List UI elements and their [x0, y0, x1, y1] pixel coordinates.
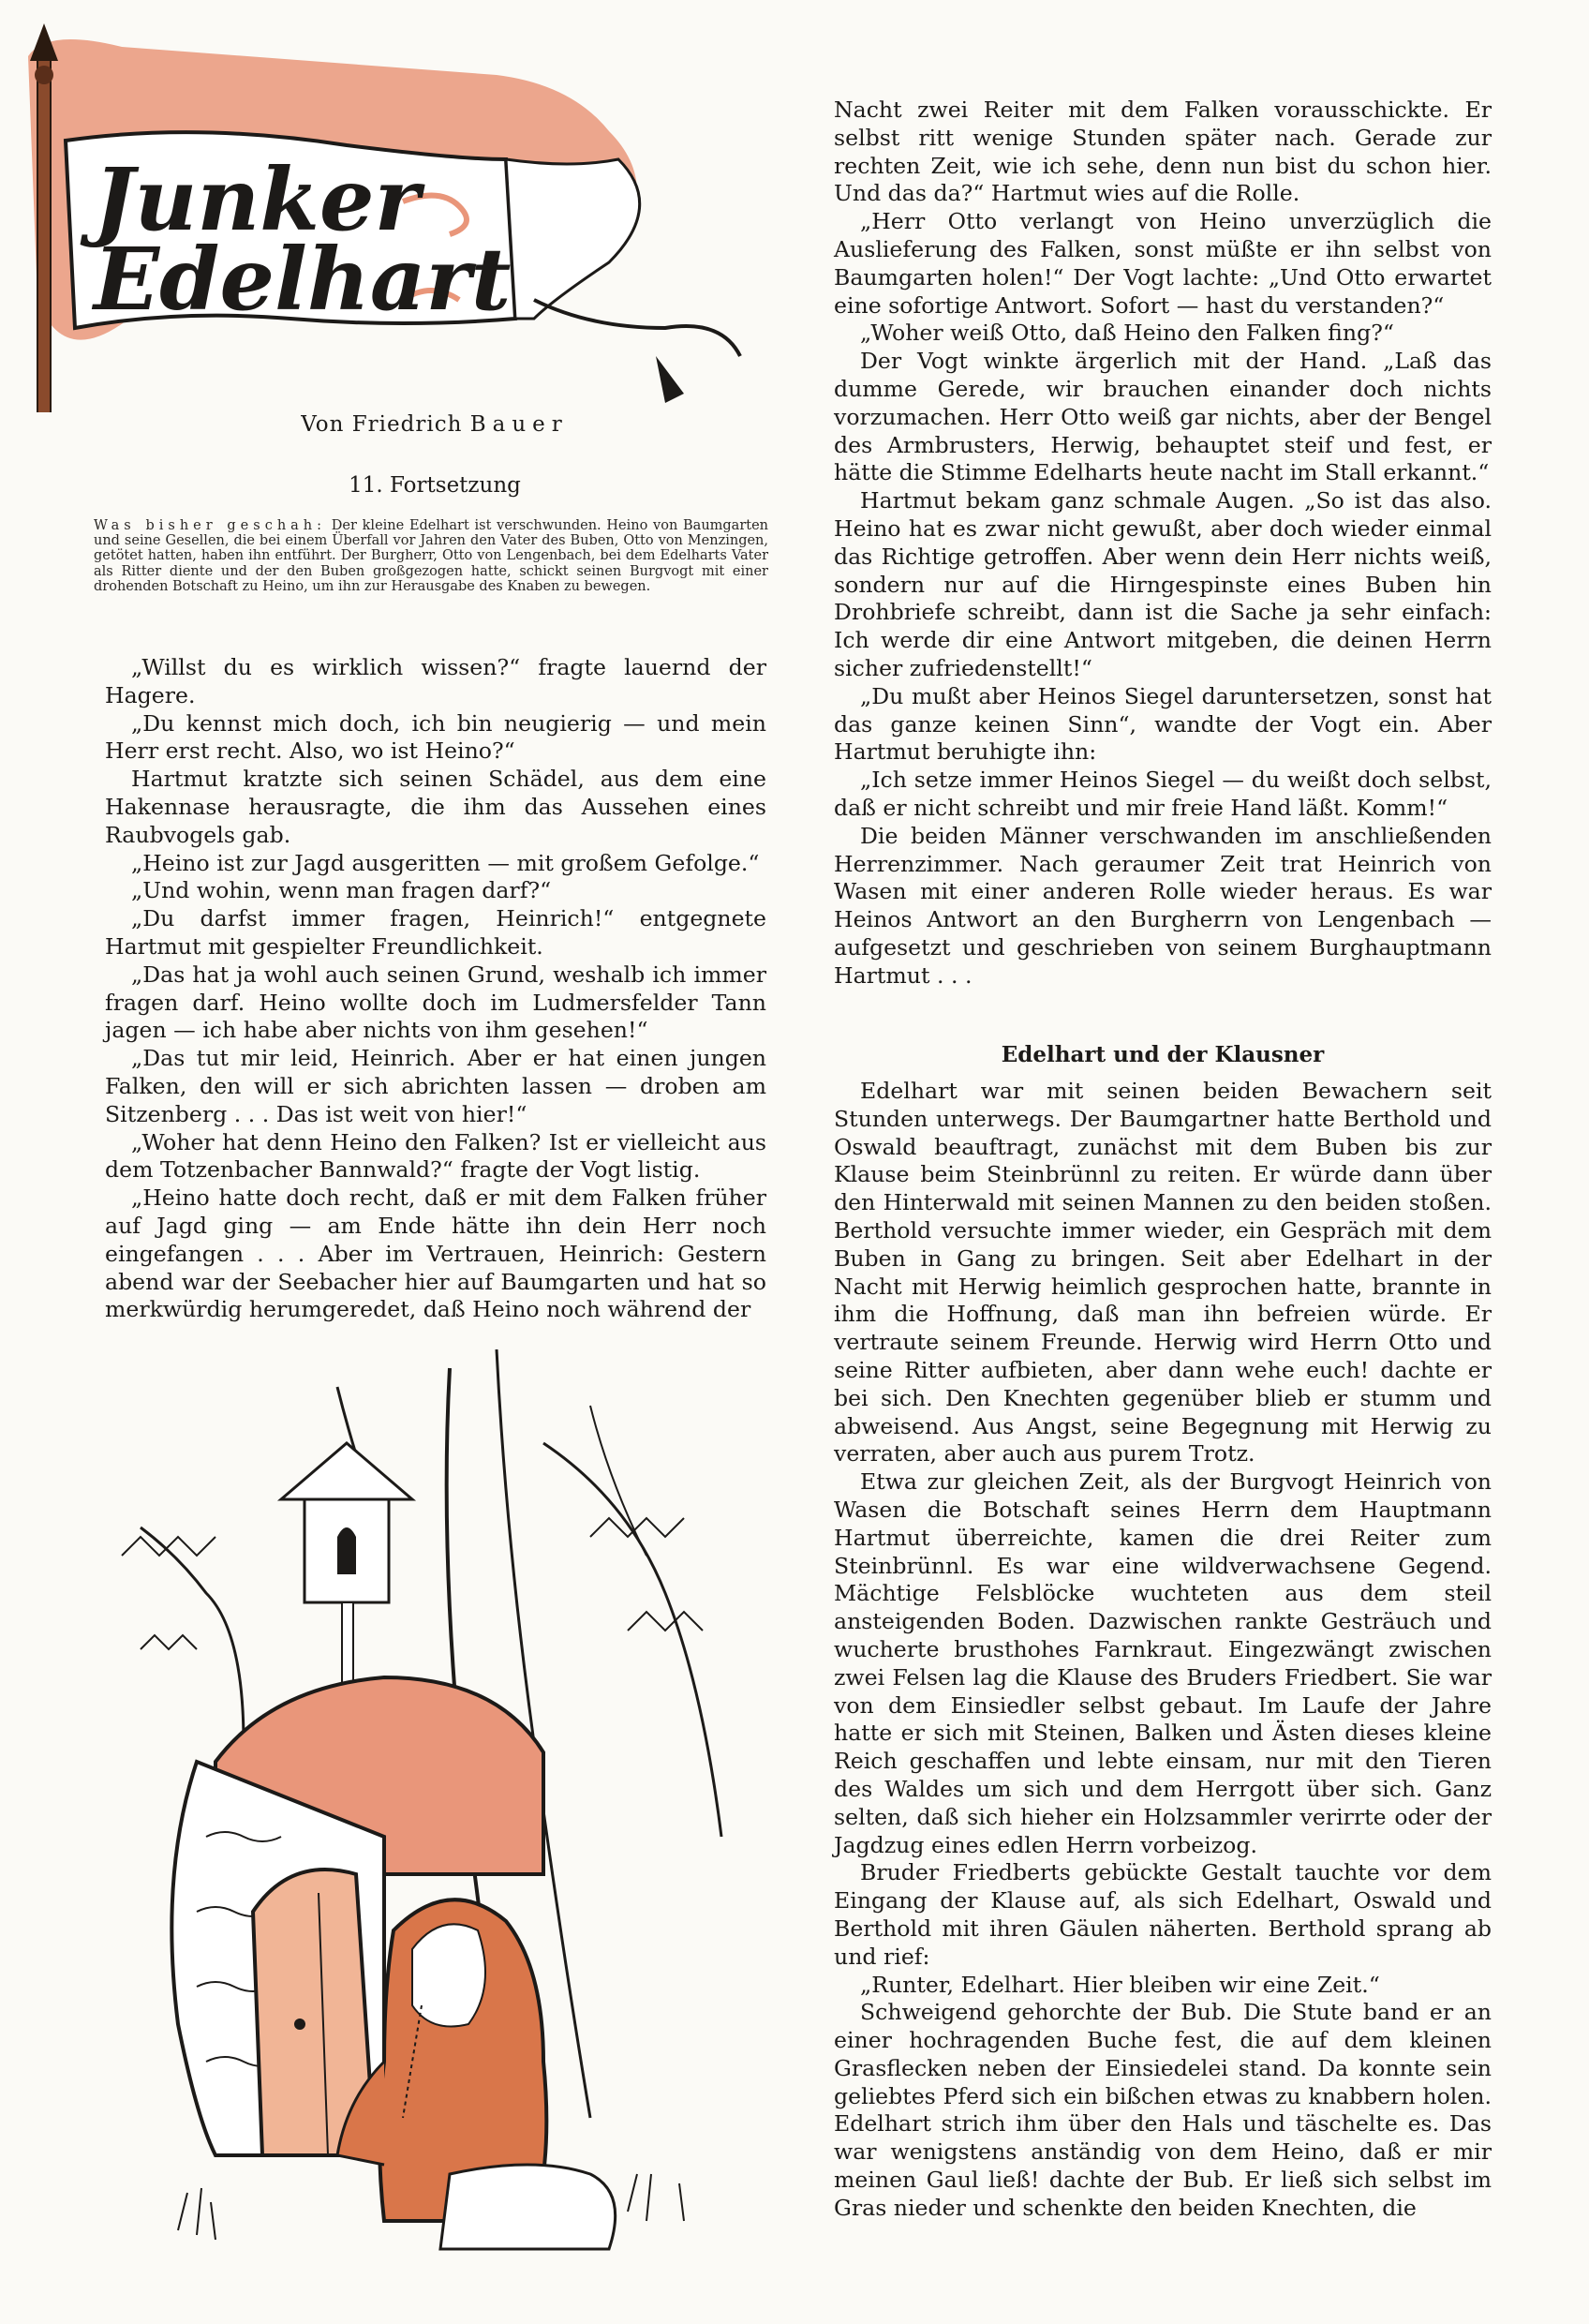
paragraph: Edelhart war mit seinen beiden Bewachern seit Stunden unterwegs. Der Baumgartner hatte Berthold und Oswald beauftragt, zunächst mit dem Buben bis zur Klause beim Steinbrünnl zu reiten. Er würde dann über den Hinterwald mit seinen Mannen zu den beiden stoßen. Berthold versuchte immer wieder, ein Gespräch mit dem Buben in Gang zu bringen. Seit aber Edelhart in der Nacht mit Herwig heimlich gesprochen hatte, brannte in ihm die Hoffnung, daß man ihn befreien würde. Er vertraute seinem Freunde. Herwig wird Herrn Otto und seine Ritter aufbieten, aber dann wehe euch! dachte er bei sich. Den Knechten gegenüber blieb er stumm und abweisend. Aus Angst, seine Begegnung mit Herwig zu verraten, aber auch aus purem Trotz.	[834, 1078, 1492, 1467]
section-heading: Edelhart und der Klausner	[1001, 1042, 1325, 1067]
right-column-text-2	[834, 1078, 1492, 2223]
paragraph: „Ich setze immer Heinos Siegel — du weißt doch selbst, daß er nicht schreibt und mir freie Hand läßt. Komm!“	[834, 767, 1492, 821]
title-line-1: Junker	[94, 149, 421, 250]
summary-text: Der kleine Edelhart ist verschwunden. Heino von Baumgarten und seine Gesellen, die bei einem Überfall vor Jahren den Vater des Buben, Otto von Menzingen, getötet hatten, haben ihn entführt. Der Burgherr, Otto von Lengenbach, bei dem Edelharts Vater als Ritter diente und der den Buben großgezogen hatte, schickt seinen Burgvogt mit einer drohenden Botschaft zu Heino, um ihn zur Herausgabe des Knaben zu bewegen.	[94, 518, 769, 594]
story-summary	[94, 518, 768, 594]
paragraph: Bruder Friedberts gebückte Gestalt tauchte vor dem Eingang der Klause auf, als sich Edelhart, Oswald und Berthold mit ihren Gäulen näherten. Berthold sprang ab und rief:	[834, 1859, 1492, 1970]
left-column-text	[105, 654, 766, 1324]
paragraph: Schweigend gehorchte der Bub. Die Stute band er an einer hochragenden Buche fest, die auf dem kleinen Grasflecken neben der Einsiedelei stand. Da konnte sein geliebtes Pferd sich ein bißchen etwas zu knabbern holen. Edelhart strich ihm über den Hals und täschelte es. Das war wenigstens anständig von dem Heino, daß er mir meinen Gaul ließ! dachte der Bub. Er ließ sich selbst im Gras nieder und schenkte den beiden Knechten, die	[834, 1999, 1492, 2221]
paragraph: Etwa zur gleichen Zeit, als der Burgvogt Heinrich von Wasen die Botschaft seines Herrn dem Hauptmann Hartmut überreichte, kamen die drei Reiter zum Steinbrünnl. Es war eine wildverwachsene Gegend. Mächtige Felsblöcke wuchteten aus dem steil ansteigenden Boden. Dazwischen rankte Gesträuch und wucherte brusthohes Farnkraut. Eingezwängt zwischen zwei Felsen lag die Klause des Bruders Friedbert. Sie war von dem Einsiedler selbst gebaut. Im Laufe der Jahre hatte er sich mit Steinen, Balken und Ästen dieses kleine Reich geschaffen und lebte einsam, nur mit den Tieren des Waldes um sich und dem Herrgott über sich. Ganz selten, daß sich hieher ein Holzsammler verirrte oder der Jagdzug eines edlen Herrn vorbeizog.	[834, 1468, 1492, 1858]
paragraph: Nacht zwei Reiter mit dem Falken vorausschickte. Er selbst ritt wenige Stunden später nach. Gerade zur rechten Zeit, wie ich sehe, denn nun bist du schon hier. Und das da?“ Hartmut wies auf die Rolle.	[834, 97, 1492, 207]
paragraph: „Woher weiß Otto, daß Heino den Falken fing?“	[860, 320, 1394, 347]
paragraph: Hartmut kratzte sich seinen Schädel, aus dem eine Hakennase herausragte, die ihm das Aussehen eines Raubvogels gab.	[105, 766, 766, 848]
title-banner	[9, 19, 778, 412]
paragraph: „Du kennst mich doch, ich bin neugierig — und mein Herr erst recht. Also, wo ist Heino?“	[105, 709, 766, 765]
byline-prefix: Von Friedrich	[301, 412, 463, 437]
paragraph: „Das tut mir leid, Heinrich. Aber er hat einen jungen Falken, den will er sich abrichten lassen — droben am Sitzenberg . . . Das ist weit von hier!“	[105, 1045, 766, 1127]
hermit-illustration	[103, 1349, 778, 2296]
paragraph: „Woher hat denn Heino den Falken? Ist er vielleicht aus dem Totzenbacher Bannwald?“ fragte der Vogt listig.	[105, 1128, 766, 1184]
paragraph: Der Vogt winkte ärgerlich mit der Hand. „Laß das dumme Gerede, wir brauchen einander doch nichts vorzumachen. Herr Otto weiß gar nichts, aber der Bengel des Armbrusters, Herwig, behauptet steif und fest, er hätte die Stimme Edelharts heute nacht im Stall erkannt.“	[834, 348, 1492, 486]
paragraph: „Willst du es wirklich wissen?“ fragte lauernd der Hagere.	[105, 654, 766, 708]
paragraph: Die beiden Männer verschwanden im anschließenden Herrenzimmer. Nach geraumer Zeit trat Heinrich von Wasen mit einer anderen Rolle wieder heraus. Es war Heinos Antwort an den Burgherrn von Lengenbach — aufgesetzt und geschrieben von seinem Burghauptmann Hartmut . . .	[834, 822, 1492, 989]
paragraph: „Heino hatte doch recht, daß er mit dem Falken früher auf Jagd ging — am Ende hätte ihn dein Herr noch eingefangen . . . Aber im Vertrauen, Heinrich: Gestern abend war der Seebacher hier auf Baumgarten und hat so merkwürdig herumgeredet, daß Heino noch während der	[105, 1184, 766, 1323]
paragraph: „Du darfst immer fragen, Heinrich!“ entgegnete Hartmut mit gespielter Freundlichkeit.	[105, 905, 766, 960]
paragraph: Hartmut bekam ganz schmale Augen. „So ist das also. Heino hat es zwar nicht gewußt, aber doch wieder einmal das Richtige getroffen. Aber wenn dein Herr nichts weiß, sondern nur auf die Hirngespinste eines Buben hin Drohbriefe schreibt, dann ist die Sache ja sehr einfach: Ich werde dir eine Antwort mitgeben, die deinen Herrn sicher zufriedenstellt!“	[834, 487, 1492, 681]
paragraph: „Heino ist zur Jagd ausgeritten — mit großem Gefolge.“	[131, 849, 760, 876]
byline-surname: Bauer	[469, 412, 569, 437]
title-line-2: Edelhart	[94, 229, 512, 330]
right-column-text-1	[834, 97, 1492, 991]
paragraph: „Und wohin, wenn man fragen darf?“	[131, 877, 552, 904]
paragraph: „Du mußt aber Heinos Siegel daruntersetzen, sonst hat das ganze keinen Sinn“, wandte der Vogt ein. Aber Hartmut beruhigte ihn:	[834, 682, 1492, 766]
paragraph: „Das hat ja wohl auch seinen Grund, weshalb ich immer fragen darf. Heino wollte doch im Ludmersfelder Tann jagen — ich habe aber nichts von ihm gesehen!“	[105, 961, 766, 1044]
summary-lead: Was bisher geschah:	[94, 518, 327, 533]
byline	[103, 412, 766, 437]
paragraph: „Runter, Edelhart. Hier bleiben wir eine Zeit.“	[860, 1971, 1380, 1998]
installment-label: 11. Fortsetzung	[349, 473, 521, 498]
paragraph: „Herr Otto verlangt von Heino unverzüglich die Auslieferung des Falken, sonst müßte er ihn selbst von Baumgarten holen!“ Der Vogt lachte: „Und Otto erwartet eine sofortige Antwort. Sofort — hast du verstanden?“	[834, 208, 1492, 319]
